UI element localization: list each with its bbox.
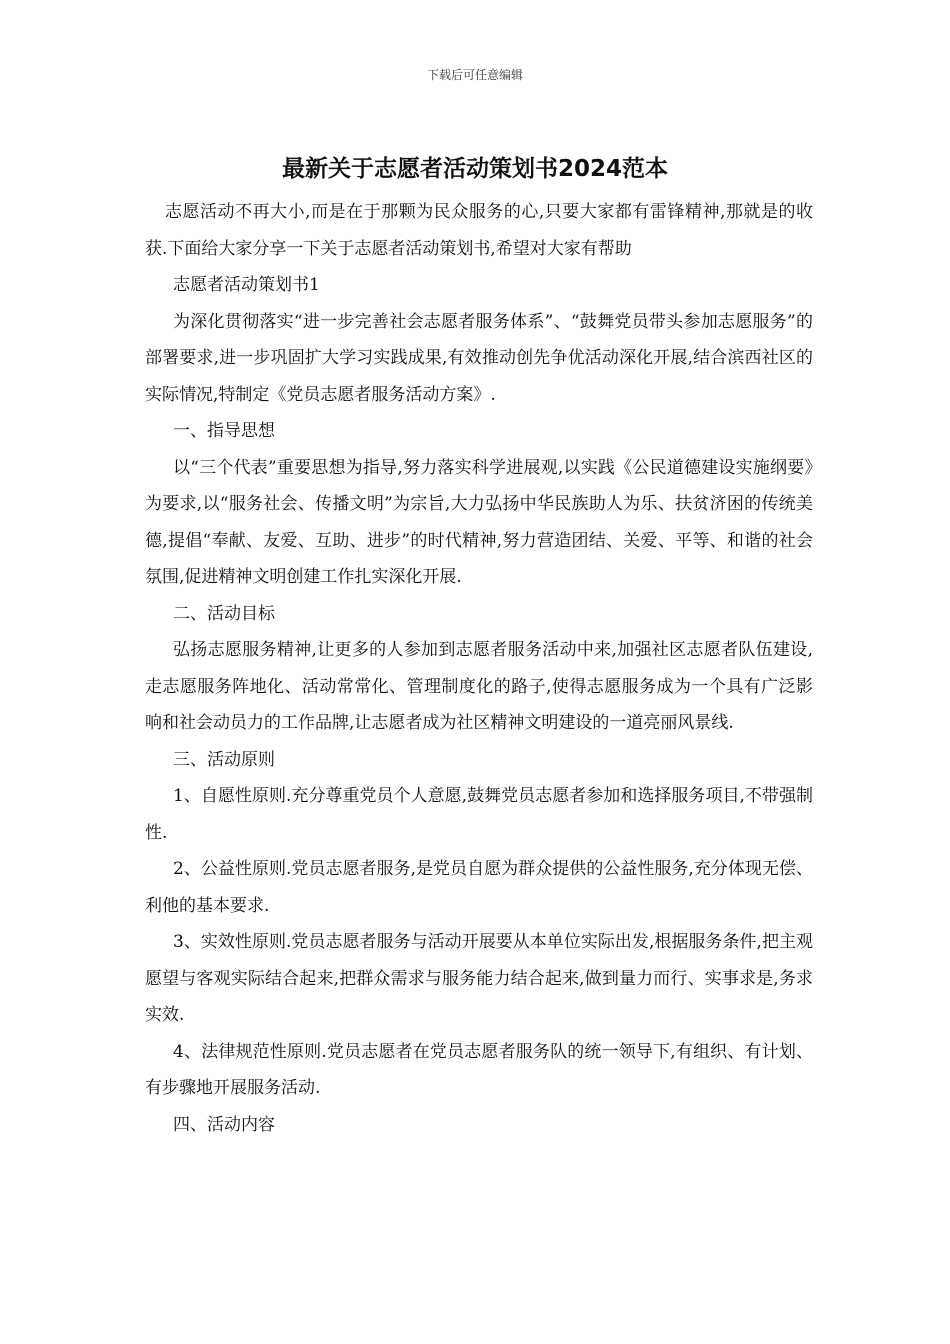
body-paragraph: 弘扬志愿服务精神,让更多的人参加到志愿者服务活动中来,加强社区志愿者队伍建设,走志愿服务阵地化、活动常常化、管理制度化的路子,使得志愿服务成为一个具有广泛影响和社会动员力的工作品牌,让志愿者成为社区精神文明建设的一道亮丽风景线. (145, 640, 813, 733)
list-item: 2、公益性原则.党员志愿者服务,是党员自愿为群众提供的公益性服务,充分体现无偿、利他的基本要求. (145, 859, 813, 916)
section-heading: 二、活动目标 (173, 603, 275, 624)
list-item: 3、实效性原则.党员志愿者服务与活动开展要从本单位实际出发,根据服务条件,把主观愿望与客观实际结合起来,把群众需求与服务能力结合起来,做到量力而行、实事求是,务求实效. (145, 932, 813, 1025)
section-heading: 三、活动原则 (173, 749, 275, 770)
body-paragraph: 为深化贯彻落实“进一步完善社会志愿者服务体系”、“鼓舞党员带头参加志愿服务”的部署要求,进一步巩固扩大学习实践成果,有效推动创先争优活动深化开展,结合滨西社区的实际情况,特制定《党员志愿者服务活动方案》. (145, 311, 813, 405)
list-item: 4、法律规范性原则.党员志愿者在党员志愿者服务队的统一领导下,有组织、有计划、有步骤地开展服务活动. (145, 1041, 813, 1098)
document-title: 最新关于志愿者活动策划书2024范本 (281, 156, 668, 182)
section-heading: 志愿者活动策划书1 (173, 275, 320, 295)
list-item: 1、自愿性原则.充分尊重党员个人意愿,鼓舞党员志愿者参加和选择服务项目,不带强制性. (145, 786, 813, 843)
header-note: 下载后可任意编辑 (426, 68, 523, 82)
section-heading: 一、指导思想 (173, 421, 275, 441)
document-body (145, 194, 813, 1143)
body-paragraph: 以“三个代表”重要思想为指导,努力落实科学进展观,以实践《公民道德建设实施纲要》为要求,以“服务社会、传播文明”为宗旨,大力弘扬中华民族助人为乐、扶贫济困的传统美德,提倡“奉献、友爱、互助、进步”的时代精神,努力营造团结、关爱、平等、和谐的社会氛围,促进精神文明创建工作扎实深化开展. (145, 457, 813, 587)
intro-paragraph: 志愿活动不再大小,而是在于那颗为民众服务的心,只要大家都有雷锋精神,那就是的收获.下面给大家分享一下关于志愿者活动策划书,希望对大家有帮助 (145, 202, 813, 259)
section-heading: 四、活动内容 (173, 1114, 275, 1135)
